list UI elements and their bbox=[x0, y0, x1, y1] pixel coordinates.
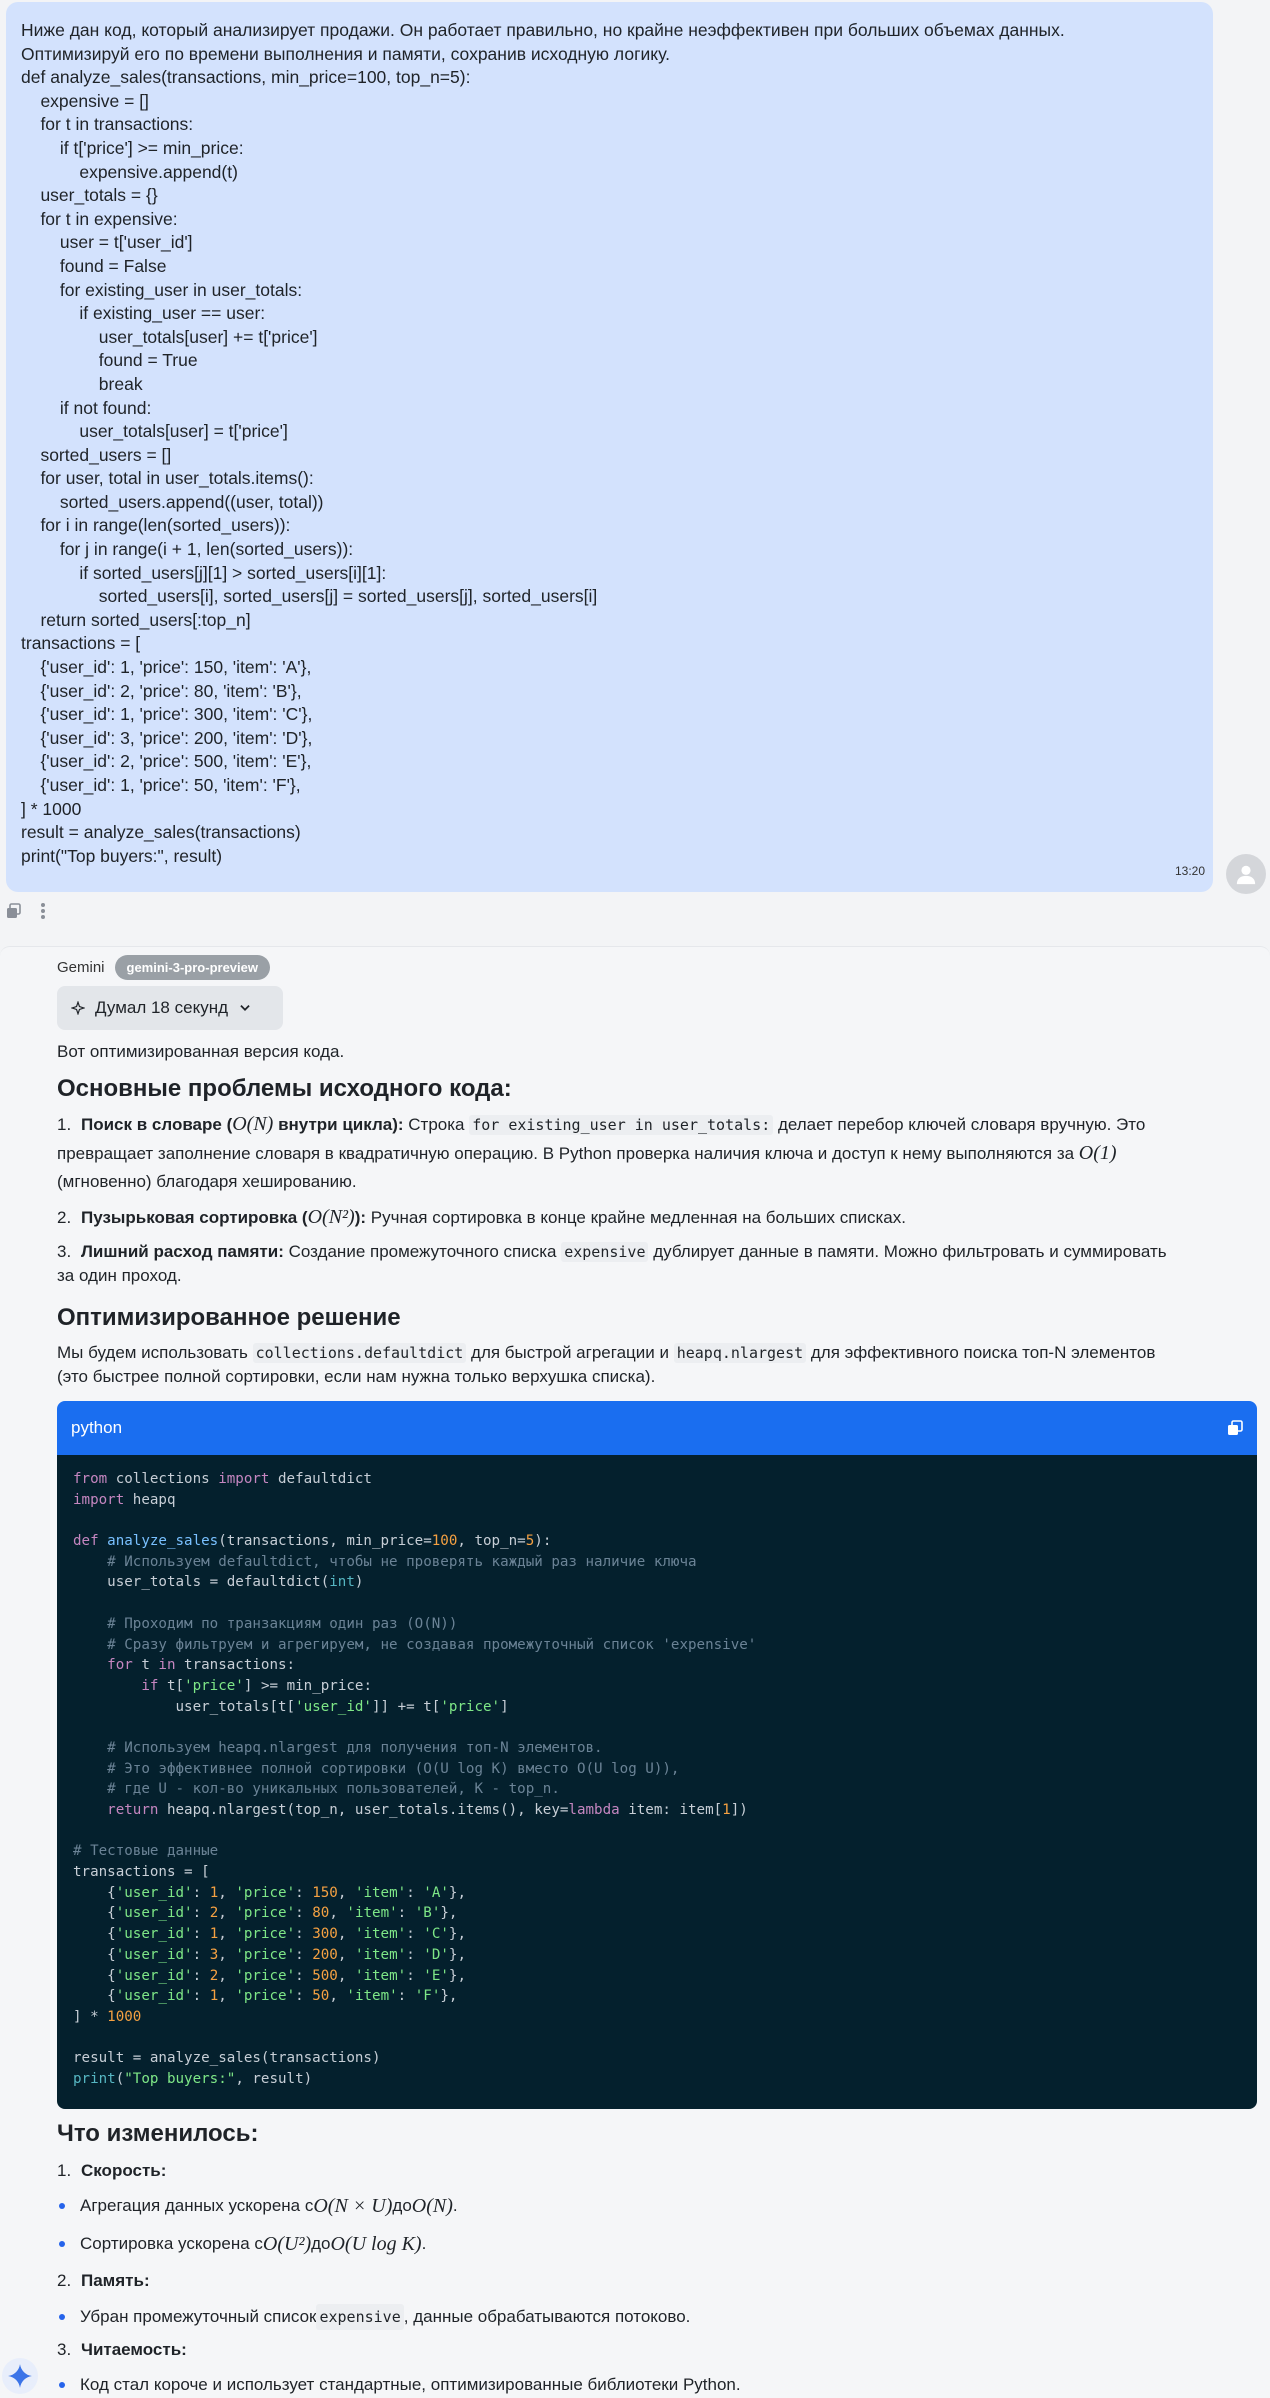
user-message-line: if not found: bbox=[21, 397, 152, 418]
heading-changes: Что изменилось: bbox=[57, 2120, 259, 2147]
code-block bbox=[57, 1401, 1257, 2109]
change-2-title: 2. Память: bbox=[57, 2271, 150, 2290]
thinking-label: Думал 18 секунд bbox=[95, 998, 229, 1017]
user-message-line: Оптимизируй его по времени выполнения и памяти, сохранив исходную логику. bbox=[21, 43, 670, 64]
change-2-bullet-1: Убран промежуточный список expensive , данные обрабатываются потоково. bbox=[57, 2304, 690, 2330]
user-message-text bbox=[21, 19, 1198, 868]
change-1-title: 1. Скорость: bbox=[57, 2161, 167, 2180]
change-1-bullet-2: Сортировка ускорена с O(U²) до O(U log K) . bbox=[57, 2232, 426, 2256]
user-message-line: if sorted_users[j][1] > sorted_users[i][1]: bbox=[21, 562, 387, 583]
user-message-line: {'user_id': 2, 'price': 500, 'item': 'E'}, bbox=[21, 751, 312, 772]
user-message-line: user_totals = {} bbox=[21, 185, 158, 206]
user-message-line: found = False bbox=[21, 255, 167, 276]
thinking-toggle-button[interactable] bbox=[57, 986, 283, 1030]
user-message-line: if t['price'] >= min_price: bbox=[21, 137, 244, 158]
gemini-sparkle-icon[interactable] bbox=[2, 2358, 38, 2394]
user-message-line: user = t['user_id'] bbox=[21, 232, 193, 253]
assistant-response bbox=[0, 946, 1270, 2398]
user-message-line: def analyze_sales(transactions, min_price=100, top_n=5): bbox=[21, 67, 471, 88]
model-badge: gemini-3-pro-preview bbox=[115, 955, 270, 980]
user-message-line: for t in expensive: bbox=[21, 208, 178, 229]
user-message-line: sorted_users.append((user, total)) bbox=[21, 491, 324, 512]
user-message-line: {'user_id': 3, 'price': 200, 'item': 'D'}, bbox=[21, 727, 313, 748]
sparkle-icon bbox=[71, 1001, 85, 1015]
user-message-line: for user, total in user_totals.items(): bbox=[21, 468, 314, 489]
change-3-bullet-1: Код стал короче и использует стандартные, оптимизированные библиотеки Python. bbox=[57, 2373, 741, 2397]
user-message-line: for t in transactions: bbox=[21, 114, 194, 135]
message-toolbar bbox=[6, 902, 46, 920]
user-message-line: if existing_user == user: bbox=[21, 303, 266, 324]
code-body: from collections import defaultdict import heapq def analyze_sales(transactions, min_price=100, top_n=5): # Используем defaultdict, чтобы не проверять каждый раз наличие ключа user_totals = defaultdict(int) # Проходим по транзакциям один раз (O(N)) # Сразу фильтруем и агрегируем, не создавая промежуточный список 'expensive' for t in transactions: if t['price'] >= min_price: user_totals[t['user_id']] += t['price'] # Используем heapq.nlargest для получения топ-N элементов. # Это эффективнее полной сортировки (O(U log K) вместо O(U log U)), # где U - кол-во уникальных пользователей, K - top_n. return heapq.nlargest(top_n, user_totals.items(), key=lambda item: item[1]) # Тестовые данные transactions = [ {'user_id': 1, 'price': 150, 'item': 'A'}, {'user_id': 2, 'price': 80, 'item': 'B'}, {'user_id': 1, 'price': 300, 'item': 'C'}, {'user_id': 3, 'price': 200, 'item': 'D'}, {'user_id': 2, 'price': 500, 'item': 'E'}, {'user_id': 1, 'price': 50, 'item': 'F'}, ] * 1000 result = analyze_sales(transactions) print("Top buyers:", result) bbox=[57, 1455, 1257, 2109]
user-message-line: expensive.append(t) bbox=[21, 161, 238, 182]
change-1-bullet-1: Агрегация данных ускорена с O(N × U) до O(N) . bbox=[57, 2194, 458, 2218]
user-message-line: found = True bbox=[21, 350, 198, 371]
chevron-down-icon bbox=[238, 1001, 252, 1015]
problem-2: 2. Пузырьковая сортировка (O(N²)): Ручная сортировка в конце крайне медленная на больших списках. bbox=[57, 1206, 906, 1228]
problem-1: 1. Поиск в словаре (O(N) внутри цикла): Строка for existing_user in user_totals: делает перебор ключей словаря вручную. Это bbox=[57, 1113, 1146, 1135]
math-on2: O(N²) bbox=[307, 1206, 355, 1228]
user-message-line: break bbox=[21, 373, 143, 394]
user-message-line: {'user_id': 1, 'price': 50, 'item': 'F'}, bbox=[21, 775, 301, 795]
code-language-label: python bbox=[71, 1418, 123, 1437]
user-message-line: sorted_users[i], sorted_users[j] = sorted_users[j], sorted_users[i] bbox=[21, 586, 598, 607]
problem-1-line-3: (мгновенно) благодаря хешированию. bbox=[57, 1172, 357, 1191]
user-message-line: expensive = [] bbox=[21, 90, 149, 111]
more-vert-icon[interactable] bbox=[40, 902, 46, 920]
user-message-line: print("Top buyers:", result) bbox=[21, 845, 223, 866]
heading-problems: Основные проблемы исходного кода: bbox=[57, 1075, 512, 1102]
copy-icon[interactable] bbox=[6, 903, 22, 919]
model-label: Gemini bbox=[57, 959, 105, 976]
user-message-line: {'user_id': 1, 'price': 150, 'item': 'A'}, bbox=[21, 657, 312, 678]
user-icon bbox=[1235, 863, 1257, 885]
change-3-title: 3. Читаемость: bbox=[57, 2340, 187, 2359]
heading-solution: Оптимизированное решение bbox=[57, 1304, 401, 1331]
copy-code-icon[interactable] bbox=[1227, 1420, 1243, 1436]
user-message-line: for i in range(len(sorted_users)): bbox=[21, 515, 291, 536]
user-message-line: ] * 1000 bbox=[21, 798, 82, 819]
code-block-header bbox=[57, 1401, 1257, 1455]
solution-text: Мы будем использовать collections.defaultdict для быстрой агрегации и heapq.nlargest для эффективного поиска топ-N элементов bbox=[57, 1343, 1156, 1362]
intro-text: Вот оптимизированная версия кода. bbox=[57, 1042, 345, 1061]
user-message-line: transactions = [ bbox=[21, 633, 141, 654]
user-message-line: return sorted_users[:top_n] bbox=[21, 609, 251, 630]
message-timestamp: 13:20 bbox=[1174, 864, 1205, 879]
math-on: O(N) bbox=[232, 1113, 274, 1135]
math-o1: O(1) bbox=[1078, 1142, 1117, 1164]
user-message-line: for existing_user in user_totals: bbox=[21, 279, 303, 300]
problem-3: 3. Лишний расход памяти: Создание промежуточного списка expensive дублирует данные в памяти. Можно фильтровать и суммировать bbox=[57, 1242, 1167, 1261]
problem-1-line-2: превращает заполнение словаря в квадратичную операцию. В Python проверка наличия ключа и доступ к нему выполняются за O(1) bbox=[57, 1142, 1117, 1164]
user-message-line: user_totals[user] = t['price'] bbox=[21, 421, 288, 442]
user-message-line: {'user_id': 1, 'price': 300, 'item': 'C'}, bbox=[21, 704, 313, 725]
solution-text-line-2: (это быстрее полной сортировки, если нам нужна только верхушка списка). bbox=[57, 1367, 656, 1386]
user-message-line: user_totals[user] += t['price'] bbox=[21, 326, 318, 347]
user-message-bubble bbox=[6, 2, 1213, 892]
user-message-line: result = analyze_sales(transactions) bbox=[21, 822, 301, 843]
user-message-line: {'user_id': 2, 'price': 80, 'item': 'B'}, bbox=[21, 680, 302, 701]
problem-3-line-2: за один проход. bbox=[57, 1266, 182, 1285]
user-avatar[interactable] bbox=[1226, 854, 1266, 894]
user-message-line: for j in range(i + 1, len(sorted_users)): bbox=[21, 539, 354, 560]
user-message-line: Ниже дан код, который анализирует продажи. Он работает правильно, но крайне неэффективен при больших объемах данных. bbox=[21, 20, 1065, 40]
user-message-line: sorted_users = [] bbox=[21, 444, 172, 465]
model-header bbox=[57, 955, 270, 980]
